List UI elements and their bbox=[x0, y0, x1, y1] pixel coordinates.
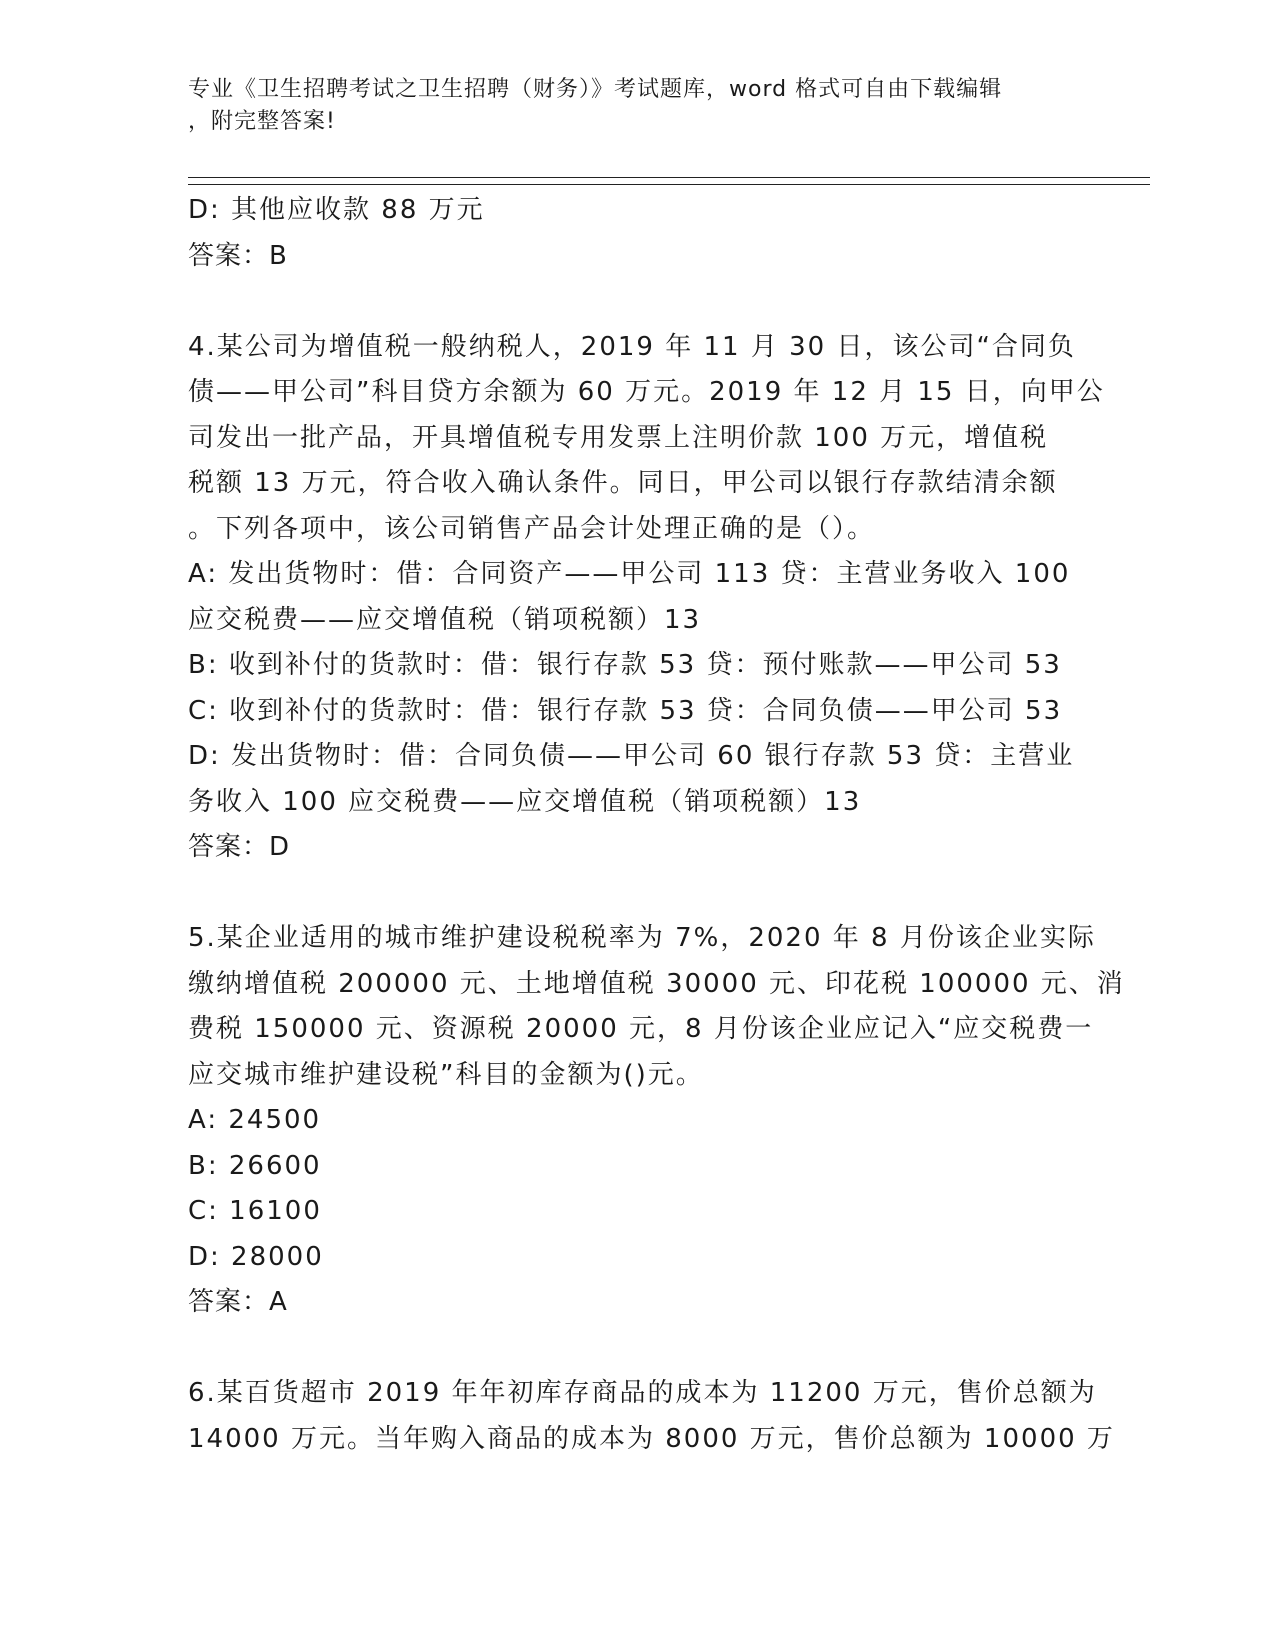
question-text-line: 司发出一批产品，开具增值税专用发票上注明价款 100 万元，增值税 bbox=[188, 422, 1049, 453]
question-text-line: 6.某百货超市 2019 年年初库存商品的成本为 11200 万元，售价总额为 bbox=[188, 1378, 1097, 1408]
spacer bbox=[188, 279, 1088, 325]
option-c: C: 16100 bbox=[188, 1196, 322, 1226]
spacer bbox=[188, 871, 1088, 917]
question-text-line: 。下列各项中，该公司销售产品会计处理正确的是（）。 bbox=[188, 513, 876, 544]
option-b: B: 收到补付的货款时：借：银行存款 53 贷：预付账款——甲公司 53 bbox=[188, 650, 1062, 680]
question-6 bbox=[188, 1371, 1115, 1462]
option-d: D: 28000 bbox=[188, 1241, 324, 1272]
document-header bbox=[188, 74, 1088, 138]
question-text-line: 缴纳增值税 200000 元、土地增值税 30000 元、印花税 100000 元、消 bbox=[188, 968, 1125, 999]
answer-label: 答案：D bbox=[188, 832, 291, 862]
option-a: A: 发出货物时：借：合同资产——甲公司 113 贷：主营业务收入 100 bbox=[188, 559, 1071, 589]
question-text-line: 14000 万元。当年购入商品的成本为 8000 万元，售价总额为 10000 万 bbox=[188, 1423, 1115, 1454]
option-d-continued: 务收入 100 应交税费——应交增值税（销项税额）13 bbox=[188, 786, 862, 817]
option-c: C: 收到补付的货款时：借：银行存款 53 贷：合同负债——甲公司 53 bbox=[188, 695, 1063, 726]
answer-label: 答案：B bbox=[188, 240, 288, 271]
question-text-line: 费税 150000 元、资源税 20000 元，8 月份该企业应记入“应交税费一 bbox=[188, 1014, 1094, 1044]
document-body bbox=[188, 188, 1125, 1462]
option-b: B: 26600 bbox=[188, 1150, 322, 1181]
question-3-continuation bbox=[188, 188, 1088, 279]
header-line-2: ，附完整答案! bbox=[188, 109, 336, 134]
question-text-line: 债——甲公司”科目贷方余额为 60 万元。2019 年 12 月 15 日，向甲公 bbox=[188, 377, 1105, 407]
option-a-continued: 应交税费——应交增值税（销项税额）13 bbox=[188, 604, 702, 635]
question-4 bbox=[188, 325, 1105, 871]
option-a: A: 24500 bbox=[188, 1105, 322, 1135]
question-5 bbox=[188, 916, 1125, 1326]
header-line-1: 专业《卫生招聘考试之卫生招聘（财务）》考试题库，word 格式可自由下载编辑 bbox=[188, 77, 1003, 102]
question-text-line: 应交城市维护建设税”科目的金额为()元。 bbox=[188, 1059, 704, 1090]
question-text-line: 税额 13 万元，符合收入确认条件。同日，甲公司以银行存款结清余额 bbox=[188, 468, 1058, 498]
option-d: D: 其他应收款 88 万元 bbox=[188, 195, 485, 225]
question-text-line: 4.某公司为增值税一般纳税人，2019 年 11 月 30 日，该公司“合同负 bbox=[188, 331, 1076, 362]
option-d: D: 发出货物时：借：合同负债——甲公司 60 银行存款 53 贷：主营业 bbox=[188, 741, 1075, 771]
header-divider-bottom bbox=[188, 184, 1150, 185]
header-divider-top bbox=[188, 177, 1150, 178]
answer-label: 答案：A bbox=[188, 1287, 288, 1317]
question-text-line: 5.某企业适用的城市维护建设税税率为 7%，2020 年 8 月份该企业实际 bbox=[188, 923, 1096, 953]
spacer bbox=[188, 1326, 1088, 1372]
